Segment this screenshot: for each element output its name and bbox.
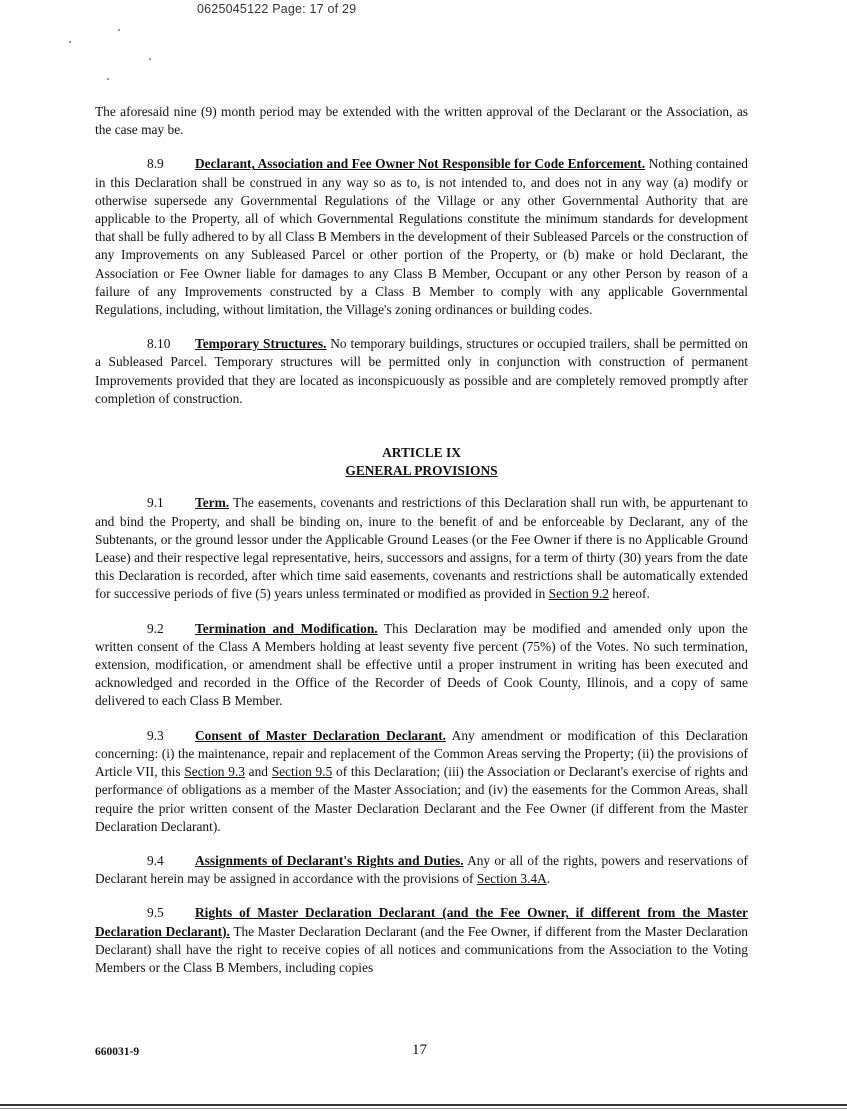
section-body-end: . [546, 871, 551, 887]
scan-speck [118, 29, 120, 31]
section-9-2 [95, 620, 748, 711]
scan-speck [69, 41, 71, 43]
scan-edge-line [0, 1104, 847, 1106]
section-body: No temporary buildings, structures or occupied trailers, shall be permitted on a Subleased Parcel. Temporary structures will be permitted only in conjunction with construction of permanent Improvements provided that they are located as inconspicuously as possible and are completely removed promptly after completion of construction. [95, 336, 748, 406]
section-body: and [244, 764, 272, 780]
section-body: The easements, covenants and restrictions of this Declaration shall run with, be appurtenant to and bind the Property, and shall be binding on, inure to the benefit of and be enforceable by Declarant, any of the Subtenants, or the ground lessor under the Applicable Ground Leases (or the Fee Owner if there is no Applicable Ground Lease) and their respective legal representative, heirs, successors and assigns, for a term of thirty (30) years from the date this Declaration is recorded, after which time said easements, covenants and restrictions shall be automatically extended for successive periods of five (5) years unless terminated or modified as provided in [95, 495, 748, 602]
section-heading: Declarant, Association and Fee Owner Not Responsible for Code Enforcement. [195, 156, 646, 172]
section-8-10 [95, 335, 748, 408]
section-body: of this Declaration; (iii) the Association or Declarant's exercise of rights and performance of obligations as a member of the Master Association; and (iv) the easements for the Common Areas, shall require the prior written consent of the Master Declaration Declarant and the Fee Owner (if different from the Master Declaration Declarant). [95, 764, 748, 834]
scan-speck [107, 78, 109, 80]
article-heading [95, 444, 748, 480]
article-title: GENERAL PROVISIONS [345, 463, 498, 479]
section-number: 9.5 [147, 905, 164, 921]
scan-edge-line [0, 1108, 847, 1109]
section-heading: Termination and Modification. [195, 620, 378, 636]
section-body: This Declaration may be modified and amended only upon the written consent of the Class A Members holding at least seventy five percent (75%) of the Votes. No such termination, extension, modification, or amendment shall be effective until a proper instrument in writing has been executed and acknowledged and recorded in the Office of the Recorder of Deeds of Cook County, Illinois, and a copy of same delivered to each Class B Member. [95, 620, 749, 709]
section-9-1 [95, 494, 748, 603]
section-body: The Master Declaration Declarant (and the Fee Owner, if different from the Master Declaration Declarant) shall have the right to receive copies of all notices and communications from the Association to the Voting Members or the Class B Members, including copies [95, 923, 748, 975]
section-body: Nothing contained in this Declaration shall be construed in any way so as to, is not intended to, and does not in any way (a) modify or otherwise supersede any Governmental Regulations of the Village or any other Governmental Authority that are applicable to the Property, all of which Governmental Regulations constitute the minimum standards for development that shall be fully adhered to by all Class B Members in the development of their Subleased Parcels or the construction of any Improvements on any Subleased Parcel or other portion of the Property, or (b) make or hold Declarant, the Association or Fee Owner liable for damages to any Class B Member, Occupant or any other Person by reason of a failure of any Improvements constructed by a Class B Member to comply with any applicable Governmental Regulations, including, without limitation, the Village's zoning ordinances or building codes. [95, 156, 748, 318]
section-reference: Section 9.3 [184, 764, 245, 780]
section-reference: Section 9.2 [548, 586, 609, 602]
section-heading: Consent of Master Declaration Declarant. [195, 727, 446, 743]
section-heading: Term. [195, 495, 230, 511]
section-reference: Section 9.5 [271, 764, 333, 780]
document-id: 660031-9 [95, 1046, 140, 1058]
section-9-4 [95, 852, 748, 888]
document-body [95, 103, 748, 977]
section-9-3 [95, 727, 748, 836]
section-number: 8.9 [147, 156, 164, 172]
section-number: 9.2 [147, 620, 164, 636]
page-number: 17 [412, 1042, 427, 1058]
section-number: 8.10 [147, 336, 171, 352]
section-number: 9.1 [147, 495, 164, 511]
section-8-9 [95, 155, 748, 319]
section-body: Any or all of the rights, powers and reservations of Declarant herein may be assigned in accordance with the provisions of [95, 852, 749, 887]
section-body-end: hereof. [608, 586, 650, 602]
section-heading: Rights of Master Declaration Declarant (and the Fee Owner, if different from the Master Declaration Declarant). [95, 905, 748, 939]
section-number: 9.3 [147, 727, 164, 743]
section-heading: Temporary Structures. [195, 336, 327, 352]
section-heading: Assignments of Declarant's Rights and Duties. [195, 852, 464, 868]
recording-stamp: 0625045122 Page: 17 of 29 [197, 2, 357, 16]
scan-speck [149, 58, 151, 60]
intro-paragraph: The aforesaid nine (9) month period may be extended with the written approval of the Declarant or the Association, as the case may be. [95, 104, 748, 138]
section-number: 9.4 [147, 852, 164, 868]
section-body: Any amendment or modification of this Declaration concerning: (i) the maintenance, repair and replacement of the Common Areas serving the Property; (ii) the provisions of Article VII, this [95, 727, 749, 780]
article-label: ARTICLE IX [382, 445, 461, 461]
section-9-5 [95, 904, 748, 977]
section-reference: Section 3.4A [476, 871, 547, 887]
